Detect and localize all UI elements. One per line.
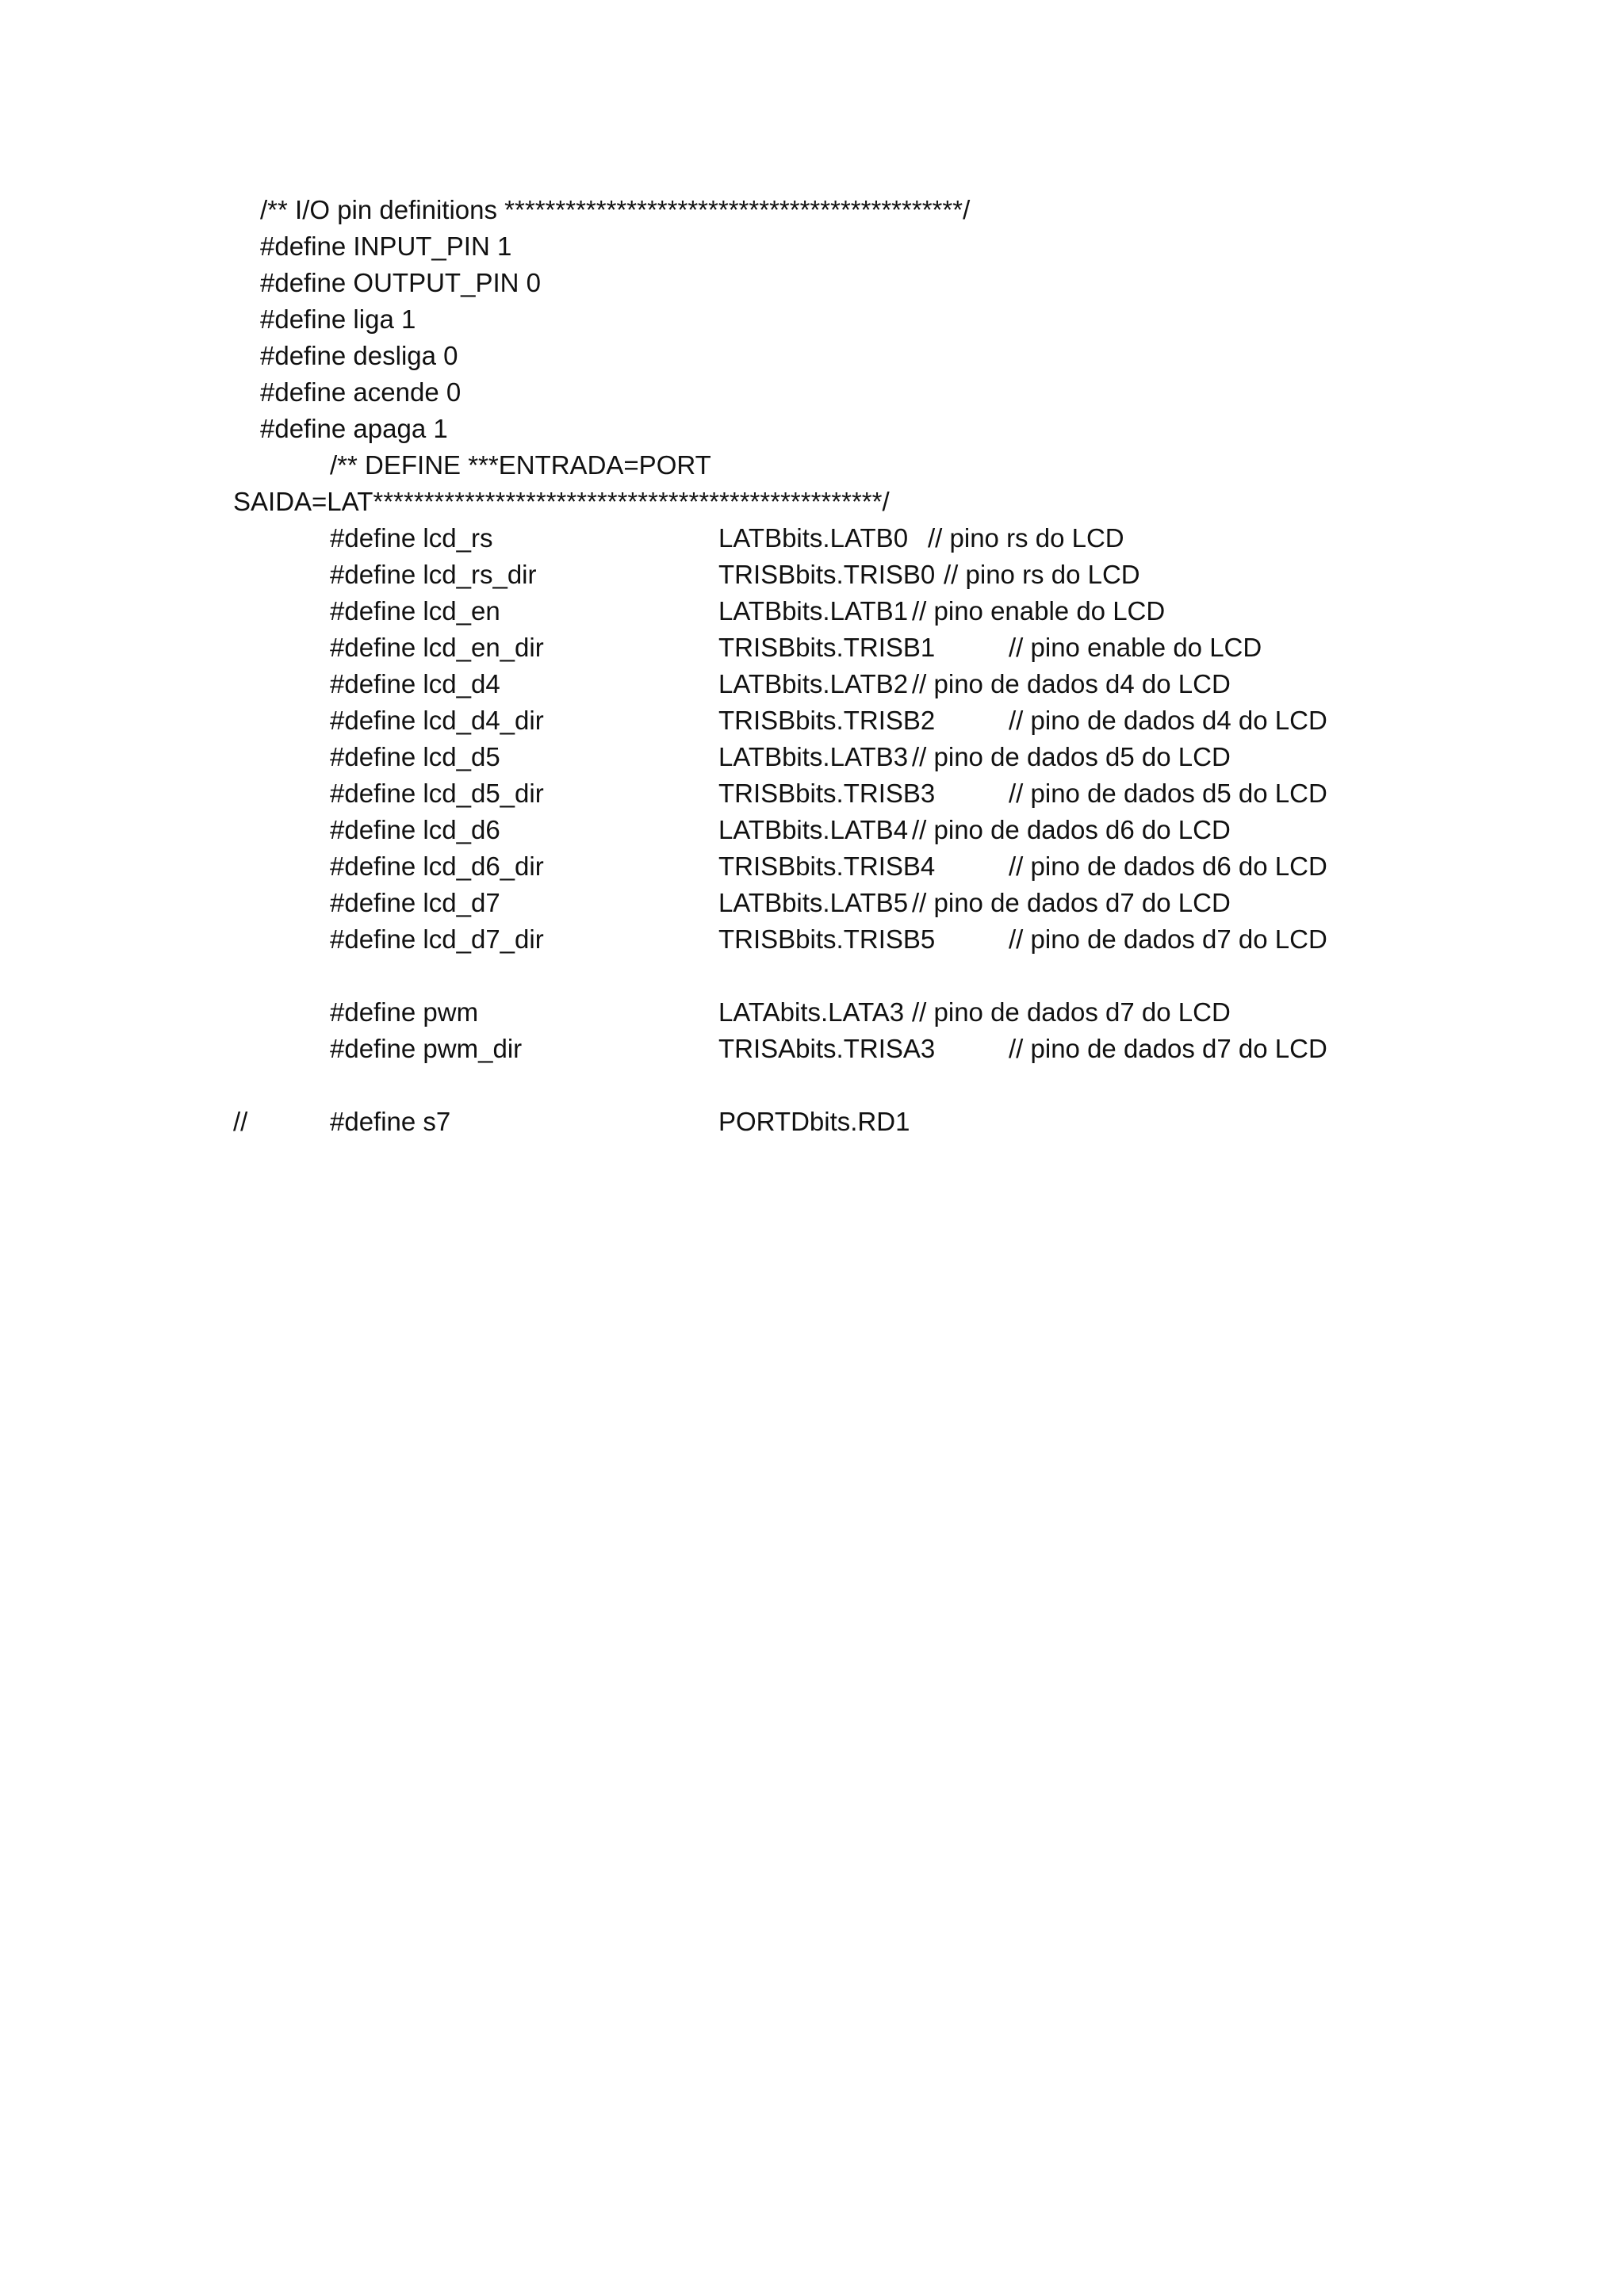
define-comment: // pino enable do LCD [1009,633,1262,662]
define-value: TRISBbits.TRISB1 [718,633,936,662]
define-value: TRISBbits.TRISB2 [718,706,936,735]
define-value: LATBbits.LATB4 [718,815,909,844]
define-comment: // pino rs do LCD [944,560,1140,589]
define-name: #define pwm_dir [330,1034,523,1063]
define-value: TRISBbits.TRISB3 [718,779,936,808]
define-saida-comment: SAIDA=LAT**************************************************/ [233,487,890,516]
define-acende: #define acende 0 [260,377,462,407]
define-name: #define lcd_d5 [330,742,500,771]
define-name: #define lcd_d6 [330,815,500,844]
define-name: #define lcd_d4_dir [330,706,544,735]
define-name: #define lcd_d6_dir [330,851,544,881]
define-liga: #define liga 1 [260,304,416,334]
define-comment: // pino de dados d4 do LCD [912,669,1231,698]
define-name: #define lcd_rs_dir [330,560,537,589]
define-value: LATBbits.LATB0 [718,523,909,553]
define-value: LATBbits.LATB5 [718,888,909,917]
define-value: TRISAbits.TRISA3 [718,1034,936,1063]
define-comment: // pino de dados d7 do LCD [1009,1034,1327,1063]
define-comment: // pino de dados d7 do LCD [1009,924,1327,954]
define-value: LATBbits.LATB1 [718,596,909,626]
define-name: #define lcd_en_dir [330,633,544,662]
define-comment: // pino de dados d5 do LCD [1009,779,1327,808]
comment-prefix: // [233,1107,248,1136]
define-desliga: #define desliga 0 [260,341,458,370]
define-comment: // pino de dados d4 do LCD [1009,706,1327,735]
define-value: TRISBbits.TRISB4 [718,851,936,881]
define-apaga: #define apaga 1 [260,414,448,443]
define-comment: // pino rs do LCD [928,523,1124,553]
define-comment: // pino de dados d6 do LCD [1009,851,1327,881]
define-output-pin: #define OUTPUT_PIN 0 [260,268,541,297]
define-value: LATBbits.LATB3 [718,742,909,771]
define-name: #define pwm [330,997,479,1027]
define-name: #define lcd_en [330,596,500,626]
define-value: PORTDbits.RD1 [718,1107,910,1136]
define-name: #define lcd_d7_dir [330,924,544,954]
define-name: #define lcd_d7 [330,888,500,917]
define-value: TRISBbits.TRISB0 [718,560,936,589]
define-comment: // pino de dados d6 do LCD [912,815,1231,844]
define-comment: // pino enable do LCD [912,596,1166,626]
define-entrada-comment: /** DEFINE ***ENTRADA=PORT [330,450,711,480]
define-value: LATAbits.LATA3 [718,997,905,1027]
define-name: #define lcd_d4 [330,669,500,698]
define-comment: // pino de dados d7 do LCD [912,888,1231,917]
define-name: #define lcd_d5_dir [330,779,544,808]
define-value: LATBbits.LATB2 [718,669,909,698]
define-comment: // pino de dados d7 do LCD [912,997,1231,1027]
define-name: #define s7 [330,1107,451,1136]
define-input-pin: #define INPUT_PIN 1 [260,232,512,261]
define-value: TRISBbits.TRISB5 [718,924,936,954]
define-name: #define lcd_rs [330,523,493,553]
define-comment: // pino de dados d5 do LCD [912,742,1231,771]
io-pin-definitions-comment: /** I/O pin definitions *********************************************/ [260,195,971,224]
